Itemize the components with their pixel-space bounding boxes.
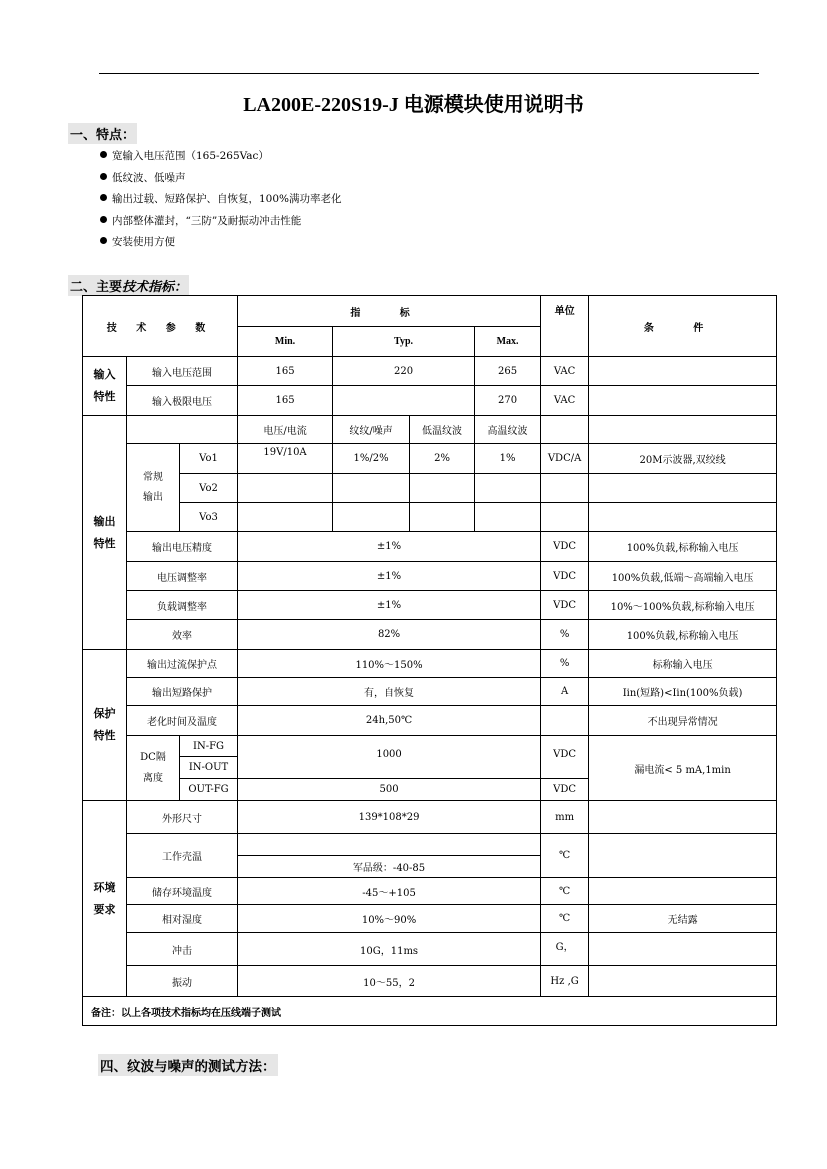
vibration-label: 振动 xyxy=(127,966,238,997)
cell-condition xyxy=(589,386,777,416)
cell-value: 军品级：-40-85 xyxy=(238,856,541,878)
feature-item: 宽输入电压范围（165-265Vac） xyxy=(100,146,342,168)
vo3-label: Vo3 xyxy=(180,503,238,532)
cell-value: 265 xyxy=(475,357,541,386)
accuracy-label: 输出电压精度 xyxy=(127,532,238,562)
bullet-icon xyxy=(100,237,107,244)
group-output: 输出 特性 xyxy=(83,416,127,650)
cell-unit: VDC xyxy=(541,736,589,779)
cell-value xyxy=(410,503,475,532)
cell-unit: VAC xyxy=(541,357,589,386)
cell-value: 2% xyxy=(410,444,475,474)
bullet-icon xyxy=(100,151,107,158)
cell-condition xyxy=(589,834,777,878)
cell-value xyxy=(333,503,410,532)
cell-value: 110%～150% xyxy=(238,650,541,678)
cell-unit xyxy=(541,416,589,444)
storage-temp-label: 储存环境温度 xyxy=(127,878,238,905)
cell-unit: mm xyxy=(541,801,589,834)
cell-value xyxy=(238,834,541,856)
bullet-icon xyxy=(100,173,107,180)
cell-unit: A xyxy=(541,678,589,706)
cell-value: -45～+105 xyxy=(238,878,541,905)
cell-unit: ℃ xyxy=(541,834,589,878)
cell-condition xyxy=(589,357,777,386)
output-header-vi: 电压/电流 xyxy=(238,416,333,444)
cell-unit: VDC/A xyxy=(541,444,589,474)
humidity-label: 相对湿度 xyxy=(127,905,238,933)
feature-item: 内部整体灌封，“三防”及耐振动冲击性能 xyxy=(100,211,342,233)
output-header-high-temp: 高温纹波 xyxy=(475,416,541,444)
cell-unit xyxy=(541,474,589,503)
table-note: 备注：以上各项技术指标均在压线端子测试 xyxy=(83,997,777,1026)
cell-condition: 漏电流< 5 mA,1min xyxy=(589,736,777,801)
cell-value: 139*108*29 xyxy=(238,801,541,834)
cell-value: 220 xyxy=(333,357,475,386)
cell-unit: VDC xyxy=(541,779,589,801)
cell-unit: ℃ xyxy=(541,878,589,905)
efficiency-label: 效率 xyxy=(127,620,238,650)
cell-value xyxy=(410,474,475,503)
cell-blank xyxy=(127,416,238,444)
bullet-icon xyxy=(100,194,107,201)
section-ripple-test-heading: 四、纹波与噪声的测试方法： xyxy=(98,1054,278,1076)
load-regulation-label: 负载调整率 xyxy=(127,591,238,620)
cell-value: 10%～90% xyxy=(238,905,541,933)
header-typ: Typ. xyxy=(333,327,475,357)
bullet-icon xyxy=(100,216,107,223)
case-temp-label: 工作壳温 xyxy=(127,834,238,878)
spec-table xyxy=(82,295,777,1026)
cell-unit: Hz ,G xyxy=(541,966,589,997)
cell-condition xyxy=(589,801,777,834)
line-regulation-label: 电压调整率 xyxy=(127,562,238,591)
normal-output-label: 常规 输出 xyxy=(127,444,180,532)
ocp-label: 输出过流保护点 xyxy=(127,650,238,678)
features-list xyxy=(100,146,342,254)
header-param: 技 术 参 数 xyxy=(83,296,238,357)
cell-unit xyxy=(541,503,589,532)
group-protection: 保护 特性 xyxy=(83,650,127,801)
cell-condition: 10%～100%负载,标称输入电压 xyxy=(589,591,777,620)
cell-value: 10G，11ms xyxy=(238,933,541,966)
cell-condition: 20M示波器,双绞线 xyxy=(589,444,777,474)
output-header-ripple: 纹纹/噪声 xyxy=(333,416,410,444)
section-features-heading: 一、特点： xyxy=(68,123,137,144)
cell-value: 1% xyxy=(475,444,541,474)
header-min: Min. xyxy=(238,327,333,357)
cell-condition xyxy=(589,878,777,905)
cell-value: 500 xyxy=(238,779,541,801)
cell-value xyxy=(475,503,541,532)
cell-condition: 100%负载,标称输入电压 xyxy=(589,532,777,562)
shock-label: 冲击 xyxy=(127,933,238,966)
group-environment: 环境 要求 xyxy=(83,801,127,997)
cell-value: 82% xyxy=(238,620,541,650)
feature-item: 安装使用方便 xyxy=(100,232,342,254)
cell-condition: 标称输入电压 xyxy=(589,650,777,678)
input-voltage-range-label: 输入电压范围 xyxy=(127,357,238,386)
aging-label: 老化时间及温度 xyxy=(127,706,238,736)
cell-value: 165 xyxy=(238,357,333,386)
group-input: 输入 特性 xyxy=(83,357,127,416)
cell-condition: 100%负载,标称输入电压 xyxy=(589,620,777,650)
size-label: 外形尺寸 xyxy=(127,801,238,834)
out-fg-label: OUT-FG xyxy=(180,779,238,801)
cell-value: 19V/10A xyxy=(238,444,333,474)
header-rule xyxy=(99,73,759,74)
cell-value xyxy=(238,474,333,503)
cell-condition xyxy=(589,503,777,532)
section-specs-heading: 二、主要技术指标： xyxy=(68,275,189,296)
cell-value xyxy=(238,503,333,532)
cell-condition: 无结露 xyxy=(589,905,777,933)
cell-value: 1000 xyxy=(238,736,541,779)
cell-unit: G， xyxy=(541,933,589,966)
cell-value: ±1% xyxy=(238,562,541,591)
feature-item: 输出过载、短路保护、自恢复，100%满功率老化 xyxy=(100,189,342,211)
dc-isolation-label: DC隔 离度 xyxy=(127,736,180,801)
input-limit-voltage-label: 输入极限电压 xyxy=(127,386,238,416)
cell-unit: ℃ xyxy=(541,905,589,933)
vo1-label: Vo1 xyxy=(180,444,238,474)
cell-condition xyxy=(589,474,777,503)
cell-value: 1%/2% xyxy=(333,444,410,474)
cell-unit: % xyxy=(541,650,589,678)
cell-unit: % xyxy=(541,620,589,650)
cell-unit: VDC xyxy=(541,562,589,591)
in-out-label: IN-OUT xyxy=(180,757,238,779)
feature-item: 低纹波、低噪声 xyxy=(100,168,342,190)
cell-value: ±1% xyxy=(238,532,541,562)
cell-condition xyxy=(589,966,777,997)
cell-value xyxy=(333,386,475,416)
cell-unit: VDC xyxy=(541,532,589,562)
cell-value: 有，自恢复 xyxy=(238,678,541,706)
cell-condition xyxy=(589,416,777,444)
output-header-low-temp: 低温纹波 xyxy=(410,416,475,444)
cell-unit: VAC xyxy=(541,386,589,416)
cell-value: 270 xyxy=(475,386,541,416)
cell-condition: Iin(短路)<Iin(100%负载) xyxy=(589,678,777,706)
header-condition: 条 件 xyxy=(589,296,777,357)
header-unit: 单位 xyxy=(541,296,589,357)
cell-value: ±1% xyxy=(238,591,541,620)
cell-condition xyxy=(589,933,777,966)
document-title: LA200E-220S19-J 电源模块使用说明书 xyxy=(243,94,584,116)
in-fg-label: IN-FG xyxy=(180,736,238,757)
cell-unit xyxy=(541,706,589,736)
cell-value: 24h,50℃ xyxy=(238,706,541,736)
header-index: 指 标 xyxy=(238,296,541,327)
cell-condition: 100%负载,低端～高端输入电压 xyxy=(589,562,777,591)
scp-label: 输出短路保护 xyxy=(127,678,238,706)
vo2-label: Vo2 xyxy=(180,474,238,503)
cell-value: 165 xyxy=(238,386,333,416)
cell-value: 10～55，2 xyxy=(238,966,541,997)
header-max: Max. xyxy=(475,327,541,357)
cell-value xyxy=(475,474,541,503)
cell-unit: VDC xyxy=(541,591,589,620)
cell-condition: 不出现异常情况 xyxy=(589,706,777,736)
cell-value xyxy=(333,474,410,503)
